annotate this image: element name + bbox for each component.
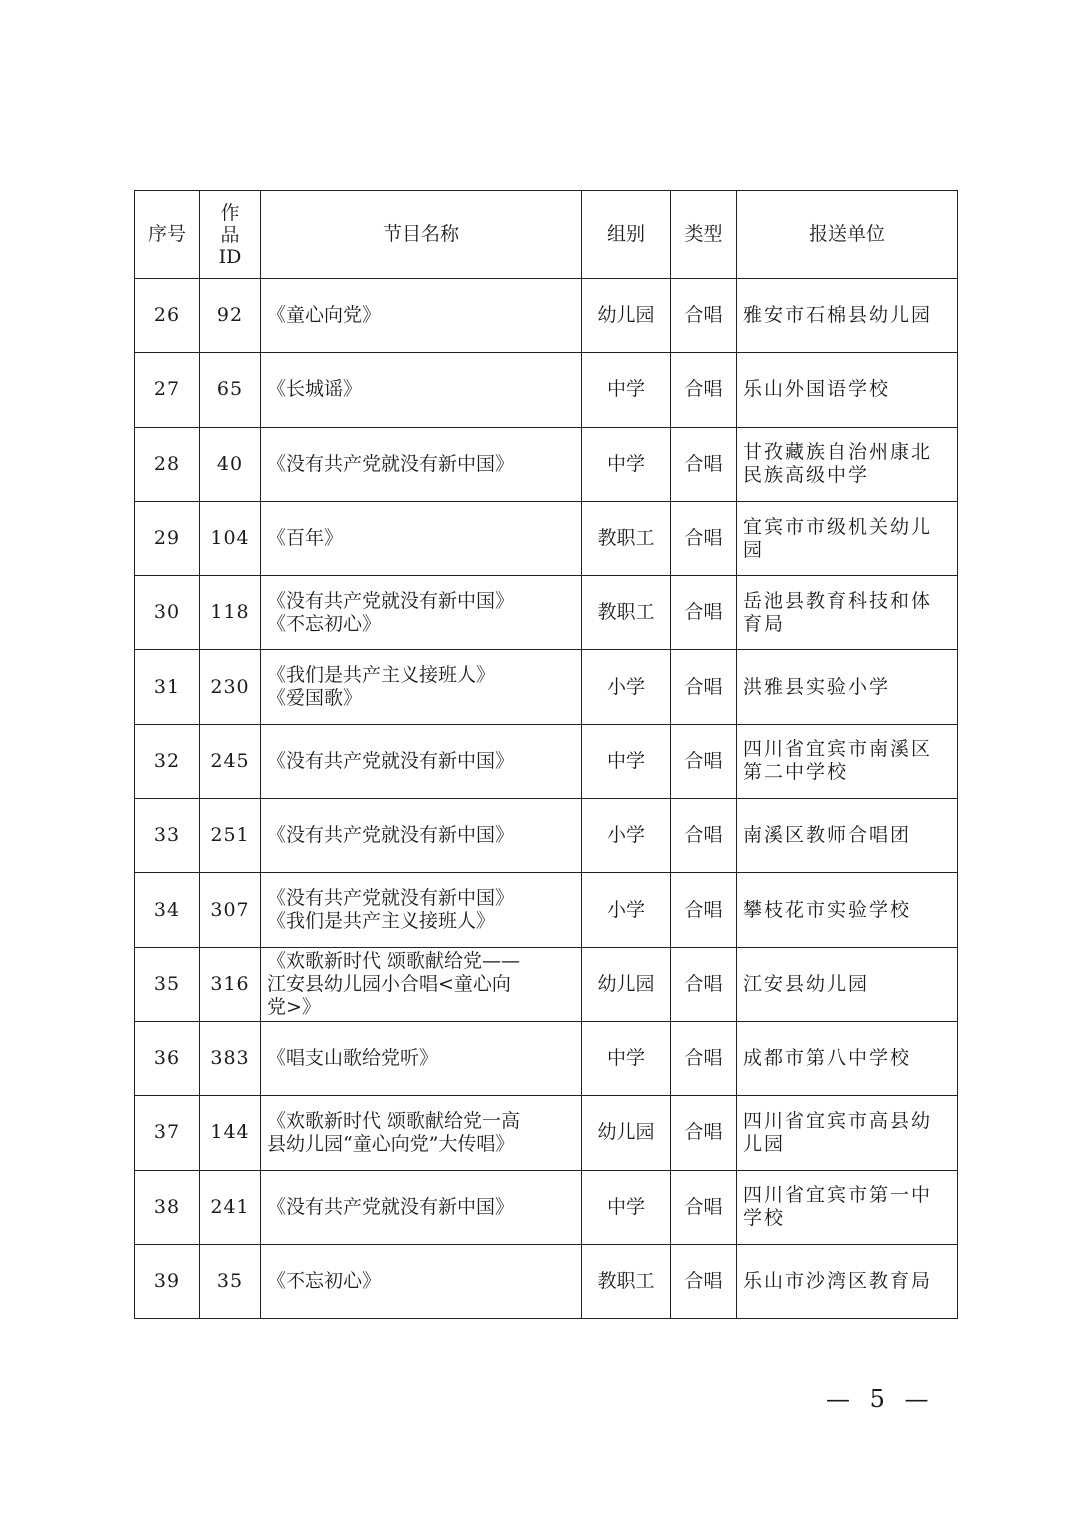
group-cell: 中学	[582, 1170, 671, 1244]
seq-cell: 34	[135, 873, 200, 947]
group-cell: 中学	[582, 427, 671, 501]
program-title-cell	[261, 724, 582, 798]
submitting-unit-cell	[737, 576, 958, 650]
work-id-cell: 251	[200, 799, 261, 873]
work-id-cell: 35	[200, 1244, 261, 1318]
submitting-unit-line: 攀枝花市实验学校	[743, 898, 912, 921]
table-row	[135, 1096, 958, 1170]
type-cell: 合唱	[671, 724, 737, 798]
type-cell: 合唱	[671, 427, 737, 501]
type-cell: 合唱	[671, 947, 737, 1021]
header-group: 组别	[582, 191, 671, 279]
submitting-unit-line: 学校	[743, 1207, 786, 1230]
seq-cell: 38	[135, 1170, 200, 1244]
submitting-unit-line: 南溪区教师合唱团	[743, 824, 912, 847]
submitting-unit-line: 园	[743, 538, 765, 561]
type-cell: 合唱	[671, 1170, 737, 1244]
submitting-unit-line: 江安县幼儿园	[743, 972, 870, 995]
type-cell: 合唱	[671, 353, 737, 427]
submitting-unit-line: 乐山外国语学校	[743, 378, 891, 401]
program-title-line: 《欢歌新时代 颂歌献给党——	[267, 949, 521, 972]
submitting-unit-line: 雅安市石棉县幼儿园	[743, 304, 933, 327]
program-title-line: 《童心向党》	[267, 304, 382, 327]
program-title-cell	[261, 501, 582, 575]
submitting-unit-line: 四川省宜宾市南溪区	[743, 738, 933, 761]
type-cell: 合唱	[671, 650, 737, 724]
type-cell: 合唱	[671, 279, 737, 353]
table-row	[135, 799, 958, 873]
submitting-unit-line: 甘孜藏族自治州康北	[743, 441, 933, 464]
program-title-line: 《我们是共产主义接班人》	[267, 664, 496, 687]
submitting-unit-line: 育局	[743, 612, 786, 635]
submitting-unit-cell	[737, 650, 958, 724]
program-title-line: 《百年》	[267, 527, 344, 550]
program-title-cell	[261, 1170, 582, 1244]
work-id-cell: 104	[200, 501, 261, 575]
program-title-line: 《我们是共产主义接班人》	[267, 910, 496, 933]
table-header	[135, 191, 958, 279]
group-cell: 中学	[582, 724, 671, 798]
work-id-cell: 65	[200, 353, 261, 427]
type-cell: 合唱	[671, 1244, 737, 1318]
seq-cell: 33	[135, 799, 200, 873]
group-cell: 幼儿园	[582, 947, 671, 1021]
submitting-unit-line: 第二中学校	[743, 761, 849, 784]
header-unit: 报送单位	[737, 191, 958, 279]
type-cell: 合唱	[671, 799, 737, 873]
group-cell: 教职工	[582, 576, 671, 650]
program-title-line: 县幼儿园“童心向党”大传唱》	[267, 1132, 515, 1155]
work-id-cell: 307	[200, 873, 261, 947]
submitting-unit-cell	[737, 279, 958, 353]
program-title-cell	[261, 650, 582, 724]
header-work-id	[200, 191, 261, 279]
table-row	[135, 501, 958, 575]
submitting-unit-line: 岳池县教育科技和体	[743, 589, 933, 612]
type-cell: 合唱	[671, 1021, 737, 1095]
table-row	[135, 873, 958, 947]
work-id-cell: 230	[200, 650, 261, 724]
seq-cell: 31	[135, 650, 200, 724]
work-id-cell: 92	[200, 279, 261, 353]
submitting-unit-line: 四川省宜宾市高县幼	[743, 1109, 933, 1132]
table-row	[135, 947, 958, 1021]
table-row	[135, 427, 958, 501]
program-title-line: 党>》	[267, 995, 321, 1018]
program-title-cell	[261, 427, 582, 501]
type-cell: 合唱	[671, 576, 737, 650]
group-cell: 教职工	[582, 501, 671, 575]
program-title-cell	[261, 873, 582, 947]
header-row	[135, 191, 958, 279]
table-row	[135, 576, 958, 650]
program-title-line: 《没有共产党就没有新中国》	[267, 887, 515, 910]
group-cell: 小学	[582, 799, 671, 873]
submitting-unit-line: 洪雅县实验小学	[743, 675, 891, 698]
table-row	[135, 279, 958, 353]
work-id-cell: 118	[200, 576, 261, 650]
type-cell: 合唱	[671, 1096, 737, 1170]
submitting-unit-cell	[737, 799, 958, 873]
group-cell: 中学	[582, 353, 671, 427]
seq-cell: 27	[135, 353, 200, 427]
program-title-cell	[261, 279, 582, 353]
program-title-line: 《没有共产党就没有新中国》	[267, 452, 515, 475]
program-title-line: 《爱国歌》	[267, 687, 363, 710]
type-cell: 合唱	[671, 873, 737, 947]
seq-cell: 35	[135, 947, 200, 1021]
program-title-cell	[261, 799, 582, 873]
submitting-unit-line: 乐山市沙湾区教育局	[743, 1270, 933, 1292]
submitting-unit-cell	[737, 1244, 958, 1318]
submitting-unit-cell	[737, 1170, 958, 1244]
seq-cell: 28	[135, 427, 200, 501]
program-title-cell	[261, 1096, 582, 1170]
group-cell: 幼儿园	[582, 279, 671, 353]
submitting-unit-cell	[737, 1096, 958, 1170]
work-id-cell: 383	[200, 1021, 261, 1095]
submitting-unit-line: 宜宾市市级机关幼儿	[743, 515, 933, 538]
program-title-cell	[261, 1021, 582, 1095]
submitting-unit-cell	[737, 1021, 958, 1095]
program-title-line: 《不忘初心》	[267, 1270, 382, 1292]
group-cell: 中学	[582, 1021, 671, 1095]
submitting-unit-line: 四川省宜宾市第一中	[743, 1184, 933, 1207]
group-cell: 教职工	[582, 1244, 671, 1318]
seq-cell: 32	[135, 724, 200, 798]
header-work-id-line: ID	[218, 245, 242, 268]
header-title: 节目名称	[261, 191, 582, 279]
program-title-line: 《没有共产党就没有新中国》	[267, 749, 515, 772]
program-table	[134, 190, 958, 1319]
submitting-unit-cell	[737, 724, 958, 798]
program-title-line: 《不忘初心》	[267, 612, 382, 635]
table-row	[135, 1021, 958, 1095]
table-row	[135, 1244, 958, 1318]
program-title-line: 《没有共产党就没有新中国》	[267, 824, 515, 847]
table-row	[135, 724, 958, 798]
table-row	[135, 650, 958, 724]
header-seq: 序号	[135, 191, 200, 279]
page-number: — 5 —	[826, 1385, 935, 1413]
program-title-cell	[261, 1244, 582, 1318]
seq-cell: 26	[135, 279, 200, 353]
program-title-cell	[261, 947, 582, 1021]
header-type: 类型	[671, 191, 737, 279]
seq-cell: 30	[135, 576, 200, 650]
submitting-unit-cell	[737, 427, 958, 501]
group-cell: 小学	[582, 873, 671, 947]
group-cell: 小学	[582, 650, 671, 724]
work-id-cell: 245	[200, 724, 261, 798]
work-id-cell: 144	[200, 1096, 261, 1170]
work-id-cell: 316	[200, 947, 261, 1021]
type-cell: 合唱	[671, 501, 737, 575]
work-id-cell: 40	[200, 427, 261, 501]
program-title-line: 《欢歌新时代 颂歌献给党一高	[267, 1109, 521, 1132]
submitting-unit-line: 民族高级中学	[743, 464, 870, 487]
program-title-line: 《没有共产党就没有新中国》	[267, 1195, 515, 1218]
seq-cell: 36	[135, 1021, 200, 1095]
program-title-line: 江安县幼儿园小合唱<童心向	[267, 972, 511, 995]
submitting-unit-cell	[737, 353, 958, 427]
program-title-line: 《唱支山歌给党听》	[267, 1047, 439, 1070]
table-row	[135, 1170, 958, 1244]
header-work-id-line: 品	[220, 223, 240, 246]
submitting-unit-cell	[737, 501, 958, 575]
program-title-cell	[261, 353, 582, 427]
work-id-cell: 241	[200, 1170, 261, 1244]
seq-cell: 29	[135, 501, 200, 575]
program-title-line: 《长城谣》	[267, 378, 363, 401]
seq-cell: 39	[135, 1244, 200, 1318]
submitting-unit-line: 儿园	[743, 1132, 786, 1155]
submitting-unit-cell	[737, 947, 958, 1021]
submitting-unit-line: 成都市第八中学校	[743, 1047, 912, 1070]
group-cell: 幼儿园	[582, 1096, 671, 1170]
table-row	[135, 353, 958, 427]
table-body	[135, 279, 958, 1319]
submitting-unit-cell	[737, 873, 958, 947]
seq-cell: 37	[135, 1096, 200, 1170]
program-title-cell	[261, 576, 582, 650]
program-title-line: 《没有共产党就没有新中国》	[267, 589, 515, 612]
header-work-id-line: 作	[220, 201, 240, 224]
